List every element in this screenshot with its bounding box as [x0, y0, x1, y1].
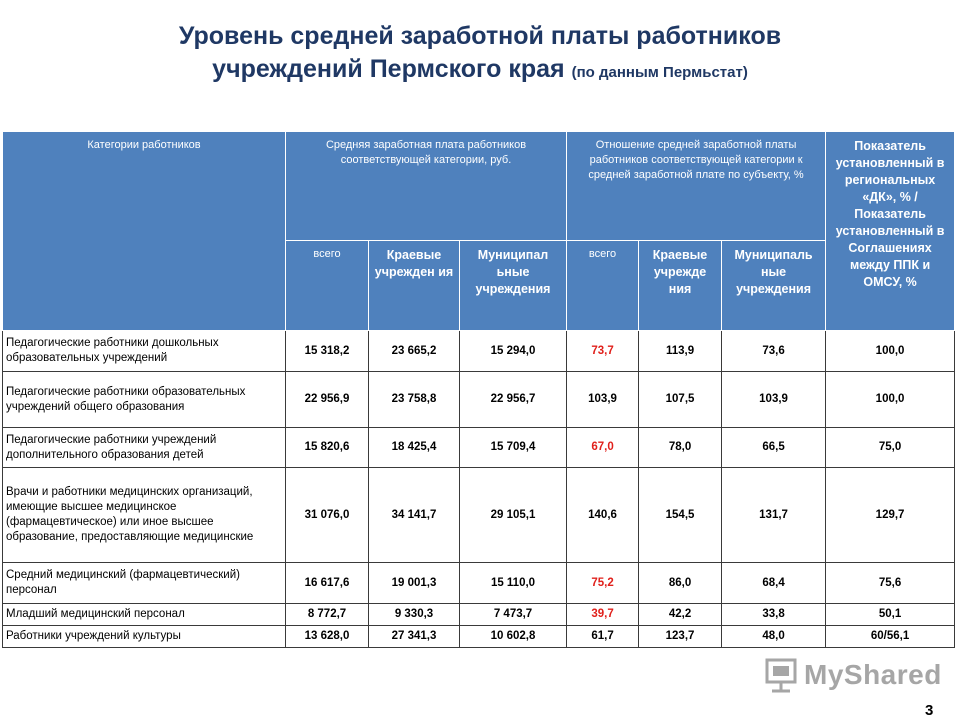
cell-municipal-ratio: 33,8 — [722, 604, 826, 626]
cell-municipal-salary: 15 709,4 — [460, 428, 567, 468]
table-row — [3, 626, 955, 648]
header-municipal-ratio: Муниципаль ные учреждения — [722, 241, 826, 331]
cell-municipal-salary: 29 105,1 — [460, 468, 567, 563]
cell-indicator: 60/56,1 — [826, 626, 955, 648]
row-category: Средний медицинский (фармацевтический) персонал — [3, 563, 286, 604]
cell-regional-ratio: 154,5 — [639, 468, 722, 563]
table-body — [3, 331, 955, 648]
cell-regional-ratio: 113,9 — [639, 331, 722, 372]
title-line-1: Уровень средней заработной платы работников — [178, 22, 782, 50]
cell-regional-salary: 19 001,3 — [369, 563, 460, 604]
page-number: 3 — [925, 702, 934, 719]
cell-regional-ratio: 107,5 — [639, 372, 722, 428]
salary-table — [2, 131, 955, 648]
cell-total-ratio: 140,6 — [567, 468, 639, 563]
cell-regional-salary: 27 341,3 — [369, 626, 460, 648]
cell-municipal-salary: 15 294,0 — [460, 331, 567, 372]
table-row — [3, 428, 955, 468]
cell-total-salary: 13 628,0 — [286, 626, 369, 648]
presentation-board-icon — [764, 657, 798, 693]
cell-municipal-salary: 15 110,0 — [460, 563, 567, 604]
cell-regional-salary: 34 141,7 — [369, 468, 460, 563]
cell-municipal-salary: 22 956,7 — [460, 372, 567, 428]
cell-regional-salary: 18 425,4 — [369, 428, 460, 468]
cell-indicator: 129,7 — [826, 468, 955, 563]
header-total-salary: всего — [286, 241, 369, 331]
row-category: Младший медицинский персонал — [3, 604, 286, 626]
page-title — [0, 20, 960, 89]
cell-total-ratio: 75,2 — [567, 563, 639, 604]
cell-regional-ratio: 42,2 — [639, 604, 722, 626]
cell-regional-salary: 23 665,2 — [369, 331, 460, 372]
title-line-2-main: учреждений Пермского края — [212, 55, 565, 83]
cell-regional-ratio: 86,0 — [639, 563, 722, 604]
title-source: (по данным Пермьстат) — [571, 64, 748, 81]
table-row — [3, 468, 955, 563]
cell-regional-salary: 9 330,3 — [369, 604, 460, 626]
header-regional-ratio: Краевые учрежде ния — [639, 241, 722, 331]
cell-total-ratio: 73,7 — [567, 331, 639, 372]
table-header — [3, 132, 955, 331]
cell-indicator: 75,0 — [826, 428, 955, 468]
cell-municipal-ratio: 131,7 — [722, 468, 826, 563]
cell-municipal-ratio: 103,9 — [722, 372, 826, 428]
cell-total-salary: 8 772,7 — [286, 604, 369, 626]
cell-total-ratio: 39,7 — [567, 604, 639, 626]
row-category: Педагогические работники учреждений дополнительного образования детей — [3, 428, 286, 468]
cell-total-ratio: 67,0 — [567, 428, 639, 468]
title-line-2 — [0, 53, 960, 89]
cell-municipal-ratio: 66,5 — [722, 428, 826, 468]
header-total-ratio: всего — [567, 241, 639, 331]
row-category: Врачи и работники медицинских организаций, имеющие высшее медицинское (фармацевтическое) или иное высшее образование, предоставляющие медицинские — [3, 468, 286, 563]
cell-total-salary: 16 617,6 — [286, 563, 369, 604]
cell-indicator: 75,6 — [826, 563, 955, 604]
header-municipal-salary: Муниципал ьные учреждения — [460, 241, 567, 331]
cell-municipal-ratio: 73,6 — [722, 331, 826, 372]
cell-indicator: 50,1 — [826, 604, 955, 626]
cell-total-salary: 15 318,2 — [286, 331, 369, 372]
cell-municipal-ratio: 68,4 — [722, 563, 826, 604]
cell-total-ratio: 61,7 — [567, 626, 639, 648]
header-ratio: Отношение средней заработной платы работников соответствующей категории к средней заработной плате по субъекту, % — [567, 132, 826, 241]
cell-indicator: 100,0 — [826, 331, 955, 372]
row-category: Работники учреждений культуры — [3, 626, 286, 648]
cell-municipal-ratio: 48,0 — [722, 626, 826, 648]
cell-total-salary: 15 820,6 — [286, 428, 369, 468]
cell-total-salary: 22 956,9 — [286, 372, 369, 428]
table-row — [3, 563, 955, 604]
row-category: Педагогические работники дошкольных образовательных учреждений — [3, 331, 286, 372]
cell-municipal-salary: 10 602,8 — [460, 626, 567, 648]
table-row — [3, 331, 955, 372]
header-avg-salary: Средняя заработная плата работников соответствующей категории, руб. — [286, 132, 567, 241]
cell-regional-ratio: 78,0 — [639, 428, 722, 468]
logo-text: MyShared — [804, 659, 942, 690]
watermark-logo — [764, 655, 942, 695]
header-indicator: Показатель установленный в региональных «ДК», % / Показатель установленный в Соглашениях между ППК и ОМСУ, % — [826, 132, 955, 331]
cell-regional-ratio: 123,7 — [639, 626, 722, 648]
header-category: Категории работников — [3, 132, 286, 331]
cell-indicator: 100,0 — [826, 372, 955, 428]
header-regional-salary: Краевые учрежден ия — [369, 241, 460, 331]
cell-municipal-salary: 7 473,7 — [460, 604, 567, 626]
row-category: Педагогические работники образовательных учреждений общего образования — [3, 372, 286, 428]
table-row — [3, 604, 955, 626]
table-row — [3, 372, 955, 428]
cell-total-ratio: 103,9 — [567, 372, 639, 428]
cell-total-salary: 31 076,0 — [286, 468, 369, 563]
cell-regional-salary: 23 758,8 — [369, 372, 460, 428]
